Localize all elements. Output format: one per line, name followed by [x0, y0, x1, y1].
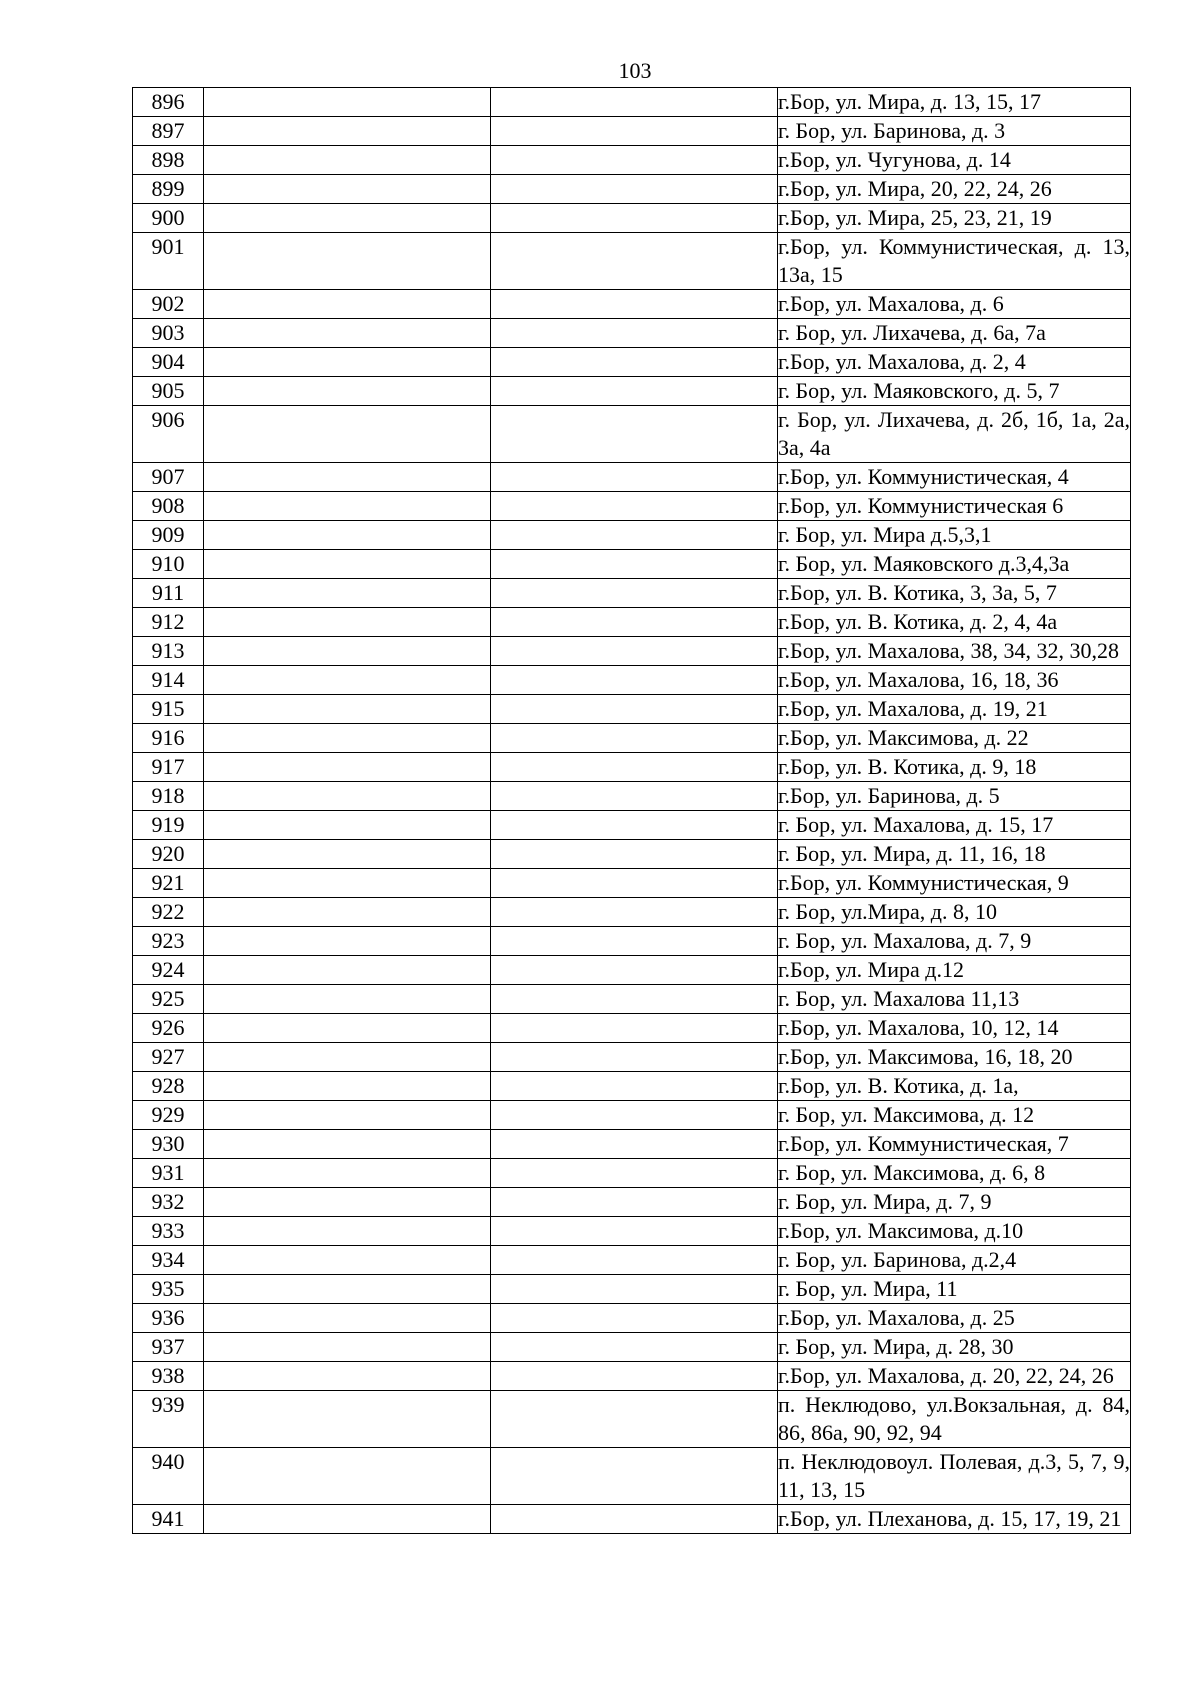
address-cell: г.Бор, ул. Коммунистическая, 4 [778, 463, 1131, 492]
row-number: 940 [133, 1448, 204, 1505]
table-row [133, 1014, 1131, 1043]
empty-cell [491, 175, 778, 204]
table-row [133, 377, 1131, 406]
address-cell: г.Бор, ул. Коммунистическая 6 [778, 492, 1131, 521]
empty-cell [204, 319, 491, 348]
row-number: 938 [133, 1362, 204, 1391]
address-table-body [133, 88, 1131, 1534]
row-number: 916 [133, 724, 204, 753]
address-cell: г.Бор, ул. Махалова, д. 25 [778, 1304, 1131, 1333]
row-number: 930 [133, 1130, 204, 1159]
table-row [133, 1505, 1131, 1534]
address-cell: г. Бор, ул. Махалова, д. 15, 17 [778, 811, 1131, 840]
empty-cell [491, 753, 778, 782]
empty-cell [204, 608, 491, 637]
table-row [133, 1304, 1131, 1333]
empty-cell [204, 88, 491, 117]
address-cell: г.Бор, ул. Махалова, д. 20, 22, 24, 26 [778, 1362, 1131, 1391]
address-cell: г.Бор, ул. В. Котика, 3, 3а, 5, 7 [778, 579, 1131, 608]
empty-cell [204, 985, 491, 1014]
empty-cell [491, 579, 778, 608]
empty-cell [204, 1072, 491, 1101]
row-number: 906 [133, 406, 204, 463]
empty-cell [491, 1275, 778, 1304]
table-row [133, 1130, 1131, 1159]
empty-cell [204, 1333, 491, 1362]
table-row [133, 1159, 1131, 1188]
empty-cell [491, 1217, 778, 1246]
empty-cell [491, 666, 778, 695]
empty-cell [491, 927, 778, 956]
empty-cell [491, 1043, 778, 1072]
table-row [133, 695, 1131, 724]
empty-cell [491, 348, 778, 377]
table-row [133, 1188, 1131, 1217]
empty-cell [204, 1043, 491, 1072]
empty-cell [204, 1304, 491, 1333]
empty-cell [204, 695, 491, 724]
empty-cell [491, 233, 778, 290]
table-row [133, 840, 1131, 869]
address-cell: г.Бор, ул. Коммунистическая, 9 [778, 869, 1131, 898]
address-cell: г.Бор, ул. Махалова, д. 19, 21 [778, 695, 1131, 724]
table-row [133, 985, 1131, 1014]
empty-cell [204, 811, 491, 840]
row-number: 931 [133, 1159, 204, 1188]
row-number: 919 [133, 811, 204, 840]
row-number: 920 [133, 840, 204, 869]
table-row [133, 463, 1131, 492]
table-row [133, 1101, 1131, 1130]
row-number: 928 [133, 1072, 204, 1101]
row-number: 923 [133, 927, 204, 956]
empty-cell [204, 521, 491, 550]
empty-cell [204, 1159, 491, 1188]
row-number: 898 [133, 146, 204, 175]
table-row [133, 1448, 1131, 1505]
address-cell: г.Бор, ул. Махалова, 16, 18, 36 [778, 666, 1131, 695]
table-row [133, 956, 1131, 985]
empty-cell [491, 695, 778, 724]
address-cell: г.Бор, ул. Коммунистическая, 7 [778, 1130, 1131, 1159]
row-number: 925 [133, 985, 204, 1014]
row-number: 912 [133, 608, 204, 637]
empty-cell [204, 146, 491, 175]
empty-cell [204, 348, 491, 377]
empty-cell [204, 1448, 491, 1505]
empty-cell [491, 1159, 778, 1188]
empty-cell [491, 204, 778, 233]
row-number: 909 [133, 521, 204, 550]
row-number: 936 [133, 1304, 204, 1333]
empty-cell [491, 1505, 778, 1534]
address-cell: г. Бор, ул. Максимова, д. 12 [778, 1101, 1131, 1130]
row-number: 902 [133, 290, 204, 319]
address-cell: г. Бор, ул. Маяковского д.3,4,3а [778, 550, 1131, 579]
row-number: 937 [133, 1333, 204, 1362]
empty-cell [491, 1246, 778, 1275]
empty-cell [204, 1130, 491, 1159]
table-row [133, 811, 1131, 840]
row-number: 915 [133, 695, 204, 724]
row-number: 934 [133, 1246, 204, 1275]
table-row [133, 608, 1131, 637]
empty-cell [491, 1448, 778, 1505]
table-row [133, 521, 1131, 550]
empty-cell [491, 117, 778, 146]
table-row [133, 492, 1131, 521]
empty-cell [204, 753, 491, 782]
empty-cell [491, 898, 778, 927]
address-cell: п. Неклюдово, ул.Вокзальная, д. 84, 86, 86а, 90, 92, 94 [778, 1391, 1131, 1448]
empty-cell [491, 1101, 778, 1130]
row-number: 908 [133, 492, 204, 521]
address-cell: г.Бор, ул. Коммунистическая, д. 13, 13а, 15 [778, 233, 1131, 290]
address-cell: г. Бор, ул. Маяковского, д. 5, 7 [778, 377, 1131, 406]
table-row [133, 406, 1131, 463]
row-number: 929 [133, 1101, 204, 1130]
empty-cell [204, 956, 491, 985]
address-cell: г.Бор, ул. Мира, д. 13, 15, 17 [778, 88, 1131, 117]
row-number: 900 [133, 204, 204, 233]
address-cell: г.Бор, ул. Махалова, д. 2, 4 [778, 348, 1131, 377]
table-row [133, 1246, 1131, 1275]
empty-cell [204, 117, 491, 146]
address-cell: г.Бор, ул. В. Котика, д. 1а, [778, 1072, 1131, 1101]
table-row [133, 175, 1131, 204]
table-row [133, 348, 1131, 377]
empty-cell [204, 1217, 491, 1246]
empty-cell [491, 146, 778, 175]
table-row [133, 88, 1131, 117]
empty-cell [491, 290, 778, 319]
table-row [133, 1043, 1131, 1072]
row-number: 903 [133, 319, 204, 348]
empty-cell [204, 233, 491, 290]
address-cell: г.Бор, ул. Мира д.12 [778, 956, 1131, 985]
row-number: 896 [133, 88, 204, 117]
row-number: 907 [133, 463, 204, 492]
address-cell: г. Бор, ул. Махалова, д. 7, 9 [778, 927, 1131, 956]
table-row [133, 550, 1131, 579]
empty-cell [204, 927, 491, 956]
empty-cell [204, 204, 491, 233]
empty-cell [491, 869, 778, 898]
empty-cell [491, 88, 778, 117]
table-row [133, 782, 1131, 811]
empty-cell [204, 1246, 491, 1275]
empty-cell [204, 550, 491, 579]
table-row [133, 319, 1131, 348]
row-number: 904 [133, 348, 204, 377]
address-cell: г.Бор, ул. Максимова, 16, 18, 20 [778, 1043, 1131, 1072]
table-row [133, 869, 1131, 898]
empty-cell [204, 869, 491, 898]
empty-cell [204, 175, 491, 204]
row-number: 913 [133, 637, 204, 666]
address-cell: г.Бор, ул. Мира, 25, 23, 21, 19 [778, 204, 1131, 233]
table-row [133, 146, 1131, 175]
table-row [133, 233, 1131, 290]
table-row [133, 117, 1131, 146]
row-number: 897 [133, 117, 204, 146]
row-number: 941 [133, 1505, 204, 1534]
empty-cell [491, 811, 778, 840]
address-cell: г.Бор, ул. В. Котика, д. 2, 4, 4а [778, 608, 1131, 637]
table-row [133, 204, 1131, 233]
empty-cell [204, 898, 491, 927]
table-row [133, 1275, 1131, 1304]
empty-cell [204, 1505, 491, 1534]
address-cell: г. Бор, ул. Баринова, д. 3 [778, 117, 1131, 146]
address-cell: г.Бор, ул. Баринова, д. 5 [778, 782, 1131, 811]
address-cell: г. Бор, ул. Мира, д. 28, 30 [778, 1333, 1131, 1362]
empty-cell [491, 637, 778, 666]
empty-cell [204, 492, 491, 521]
address-cell: г.Бор, ул. Максимова, д.10 [778, 1217, 1131, 1246]
empty-cell [204, 406, 491, 463]
row-number: 922 [133, 898, 204, 927]
address-cell: г. Бор, ул. Лихачева, д. 2б, 1б, 1а, 2а, 3а, 4а [778, 406, 1131, 463]
row-number: 932 [133, 1188, 204, 1217]
empty-cell [204, 1362, 491, 1391]
empty-cell [204, 782, 491, 811]
row-number: 924 [133, 956, 204, 985]
empty-cell [491, 1362, 778, 1391]
empty-cell [204, 1188, 491, 1217]
row-number: 911 [133, 579, 204, 608]
empty-cell [491, 782, 778, 811]
empty-cell [204, 290, 491, 319]
address-cell: г. Бор, ул. Мира д.5,3,1 [778, 521, 1131, 550]
empty-cell [491, 1130, 778, 1159]
address-cell: г. Бор, ул. Баринова, д.2,4 [778, 1246, 1131, 1275]
empty-cell [491, 550, 778, 579]
row-number: 918 [133, 782, 204, 811]
address-cell: г.Бор, ул. Махалова, д. 6 [778, 290, 1131, 319]
table-row [133, 724, 1131, 753]
address-cell: г. Бор, ул. Мира, д. 7, 9 [778, 1188, 1131, 1217]
page-number: 103 [618, 58, 652, 83]
empty-cell [491, 1014, 778, 1043]
empty-cell [491, 319, 778, 348]
table-row [133, 579, 1131, 608]
address-table [132, 87, 1131, 1534]
address-cell: г. Бор, ул. Мира, 11 [778, 1275, 1131, 1304]
empty-cell [491, 1333, 778, 1362]
empty-cell [491, 1188, 778, 1217]
table-row [133, 1072, 1131, 1101]
address-cell: г. Бор, ул.Мира, д. 8, 10 [778, 898, 1131, 927]
address-cell: г. Бор, ул. Махалова 11,13 [778, 985, 1131, 1014]
empty-cell [491, 377, 778, 406]
address-cell: г.Бор, ул. Махалова, 38, 34, 32, 30,28 [778, 637, 1131, 666]
address-cell: г.Бор, ул. Мира, 20, 22, 24, 26 [778, 175, 1131, 204]
address-cell: г.Бор, ул. Максимова, д. 22 [778, 724, 1131, 753]
row-number: 899 [133, 175, 204, 204]
empty-cell [491, 1304, 778, 1333]
table-row [133, 637, 1131, 666]
empty-cell [491, 724, 778, 753]
table-row [133, 753, 1131, 782]
table-row [133, 1333, 1131, 1362]
table-row [133, 927, 1131, 956]
table-row [133, 1391, 1131, 1448]
address-cell: г. Бор, ул. Максимова, д. 6, 8 [778, 1159, 1131, 1188]
empty-cell [204, 1014, 491, 1043]
table-row [133, 666, 1131, 695]
address-cell: г.Бор, ул. Чугунова, д. 14 [778, 146, 1131, 175]
table-row [133, 290, 1131, 319]
empty-cell [204, 579, 491, 608]
empty-cell [204, 1391, 491, 1448]
empty-cell [491, 1072, 778, 1101]
table-row [133, 1217, 1131, 1246]
row-number: 926 [133, 1014, 204, 1043]
empty-cell [204, 840, 491, 869]
row-number: 921 [133, 869, 204, 898]
row-number: 933 [133, 1217, 204, 1246]
empty-cell [204, 463, 491, 492]
empty-cell [204, 637, 491, 666]
row-number: 935 [133, 1275, 204, 1304]
empty-cell [491, 985, 778, 1014]
empty-cell [491, 608, 778, 637]
empty-cell [491, 521, 778, 550]
table-row [133, 898, 1131, 927]
empty-cell [491, 1391, 778, 1448]
row-number: 901 [133, 233, 204, 290]
empty-cell [204, 724, 491, 753]
empty-cell [491, 406, 778, 463]
empty-cell [491, 956, 778, 985]
row-number: 939 [133, 1391, 204, 1448]
address-cell: г.Бор, ул. Плеханова, д. 15, 17, 19, 21 [778, 1505, 1131, 1534]
empty-cell [204, 377, 491, 406]
row-number: 917 [133, 753, 204, 782]
row-number: 905 [133, 377, 204, 406]
address-cell: г.Бор, ул. В. Котика, д. 9, 18 [778, 753, 1131, 782]
empty-cell [491, 840, 778, 869]
row-number: 910 [133, 550, 204, 579]
empty-cell [204, 1101, 491, 1130]
table-row [133, 1362, 1131, 1391]
address-cell: п. Неклюдовоул. Полевая, д.3, 5, 7, 9, 11, 13, 15 [778, 1448, 1131, 1505]
address-cell: г. Бор, ул. Лихачева, д. 6а, 7а [778, 319, 1131, 348]
empty-cell [204, 1275, 491, 1304]
row-number: 914 [133, 666, 204, 695]
empty-cell [491, 463, 778, 492]
empty-cell [204, 666, 491, 695]
row-number: 927 [133, 1043, 204, 1072]
address-cell: г. Бор, ул. Мира, д. 11, 16, 18 [778, 840, 1131, 869]
empty-cell [491, 492, 778, 521]
address-cell: г.Бор, ул. Махалова, 10, 12, 14 [778, 1014, 1131, 1043]
